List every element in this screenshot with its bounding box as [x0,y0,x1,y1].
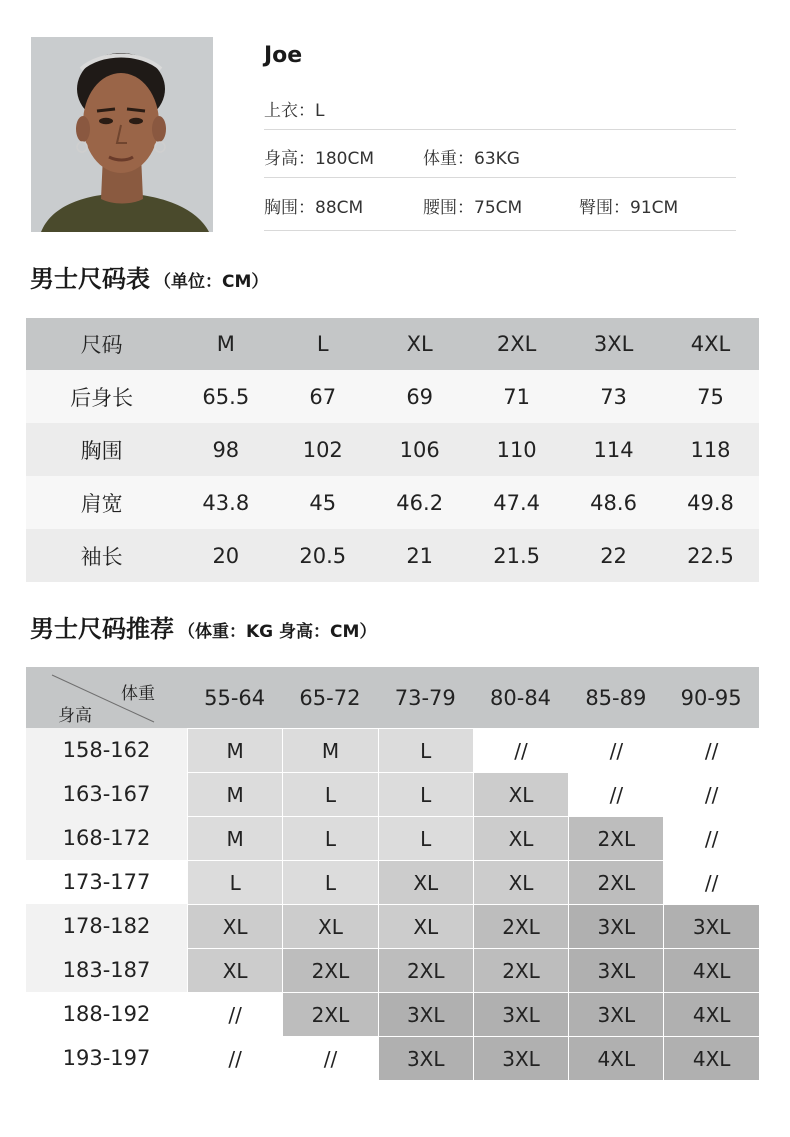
size-cell: // [282,1036,377,1080]
table-cell: 20 [212,543,240,568]
size-cell: L [187,860,282,904]
table-row [26,728,759,772]
size-cell: 3XL [473,1036,568,1080]
row-label: 肩宽 [80,491,123,516]
size-cell: L [282,816,377,860]
size-cell: 3XL [568,948,663,992]
weight-range: 55-64 [204,685,266,710]
table-row [26,860,759,904]
size-cell: 3XL [568,992,663,1036]
table-cell: 65.5 [202,384,250,409]
recommend-title [30,609,376,644]
table-cell: 69 [406,384,434,409]
size-cell: 2XL [473,904,568,948]
table-cell: 75 [697,384,724,409]
model-chest: 胸围：88CM [264,198,364,218]
table-cell: 118 [690,437,731,462]
size-cell: // [663,816,758,860]
size-chart-heading: 男士尺码表 [30,265,150,293]
recommend-header [26,667,759,728]
size-chart-header [26,318,759,370]
model-top-size: 上衣：L [264,101,325,121]
table-row [26,370,759,423]
table-cell: 43.8 [202,490,250,515]
size-cell: // [568,728,663,772]
table-row [26,423,759,476]
weight-range: 80-84 [490,685,552,710]
size-cell: // [473,728,568,772]
model-waist: 腰围：75CM [423,198,523,218]
size-cell: M [187,816,282,860]
size-cell: 3XL [378,1036,473,1080]
height-range: 193-197 [26,1036,187,1080]
size-cell: // [663,728,758,772]
weight-range: 85-89 [585,685,647,710]
size-cell: // [568,772,663,816]
table-cell: 47.4 [493,490,540,515]
height-range: 158-162 [26,728,187,772]
table-cell: 67 [309,384,337,409]
size-cell: 3XL [663,904,758,948]
size-cell: L [378,816,473,860]
height-range: 178-182 [26,904,187,948]
size-cell: 2XL [282,948,377,992]
size-cell: 2XL [568,860,663,904]
size-cell: // [187,992,282,1036]
table-row [26,816,759,860]
table-row [26,1036,759,1080]
weight-range: 65-72 [299,685,361,710]
size-chart-table [26,318,759,582]
size-cell: 4XL [568,1036,663,1080]
size-cell: L [282,772,377,816]
size-cell: 2XL [568,816,663,860]
model-info-row-body [264,130,736,178]
table-cell: 20.5 [299,543,347,568]
table-cell: 114 [593,437,634,462]
size-cell: XL [187,948,282,992]
size-chart-header-cell: 2XL [496,332,537,356]
recommend-corner [26,667,187,728]
table-row [26,529,759,582]
table-cell: 21 [406,543,434,568]
table-cell: 22 [600,543,627,568]
size-cell: XL [378,904,473,948]
corner-weight-label: 体重 [121,684,155,704]
size-cell: 2XL [378,948,473,992]
size-cell: // [663,772,758,816]
table-cell: 45 [309,490,337,515]
model-name: Joe [264,43,303,68]
row-label: 胸围 [80,438,123,463]
weight-range: 73-79 [394,685,456,710]
size-cell: // [187,1036,282,1080]
size-cell: M [187,728,282,772]
table-cell: 102 [302,437,343,462]
table-cell: 21.5 [493,543,540,568]
size-cell: XL [473,860,568,904]
table-cell: 110 [496,437,537,462]
weight-range: 90-95 [680,685,742,710]
size-cell: XL [282,904,377,948]
table-cell: 48.6 [590,490,637,515]
size-cell: L [378,772,473,816]
height-range: 183-187 [26,948,187,992]
size-cell: 2XL [473,948,568,992]
height-range: 173-177 [26,860,187,904]
model-info-row-measure [264,179,736,231]
size-chart-header-cell: XL [406,332,433,356]
table-cell: 73 [600,384,627,409]
size-cell: XL [378,860,473,904]
row-label: 后身长 [70,385,134,410]
size-cell: M [282,728,377,772]
size-cell: 4XL [663,1036,758,1080]
size-cell: 3XL [568,904,663,948]
size-cell: XL [473,772,568,816]
table-row [26,772,759,816]
size-cell: L [282,860,377,904]
size-cell: 3XL [378,992,473,1036]
size-chart-header-cell: M [216,332,235,356]
size-cell: L [378,728,473,772]
size-chart-header-cell: L [316,332,329,356]
table-cell: 22.5 [687,543,734,568]
recommend-heading: 男士尺码推荐 [30,615,174,643]
size-chart-title [30,259,268,294]
table-row [26,948,759,992]
model-hip: 臀围：91CM [579,198,679,218]
size-chart-header-cell: 尺码 [80,333,123,357]
size-chart-header-cell: 3XL [593,332,634,356]
size-cell: M [187,772,282,816]
model-photo [31,37,213,232]
recommend-unit: （体重：KG 身高：CM） [178,622,377,642]
table-cell: 98 [212,437,240,462]
size-cell: 2XL [282,992,377,1036]
size-cell: XL [187,904,282,948]
height-range: 168-172 [26,816,187,860]
size-recommend-table [26,667,759,1080]
height-range: 163-167 [26,772,187,816]
size-cell: XL [473,816,568,860]
size-chart-header-cell: 4XL [690,332,731,356]
table-cell: 71 [503,384,530,409]
size-cell: 4XL [663,948,758,992]
height-range: 188-192 [26,992,187,1036]
size-cell: 3XL [473,992,568,1036]
model-weight: 体重：63KG [423,149,520,169]
diagonal-divider [26,667,187,728]
model-height: 身高：180CM [264,149,374,169]
table-cell: 46.2 [396,490,444,515]
corner-height-label: 身高 [58,706,92,726]
table-row [26,904,759,948]
table-row [26,992,759,1036]
row-label: 袖长 [80,544,123,569]
table-cell: 106 [399,437,440,462]
size-cell: // [663,860,758,904]
size-chart-unit: （单位：CM） [154,272,269,292]
model-info-row-top [264,82,736,130]
size-cell: 4XL [663,992,758,1036]
table-cell: 49.8 [687,490,734,515]
table-row [26,476,759,529]
